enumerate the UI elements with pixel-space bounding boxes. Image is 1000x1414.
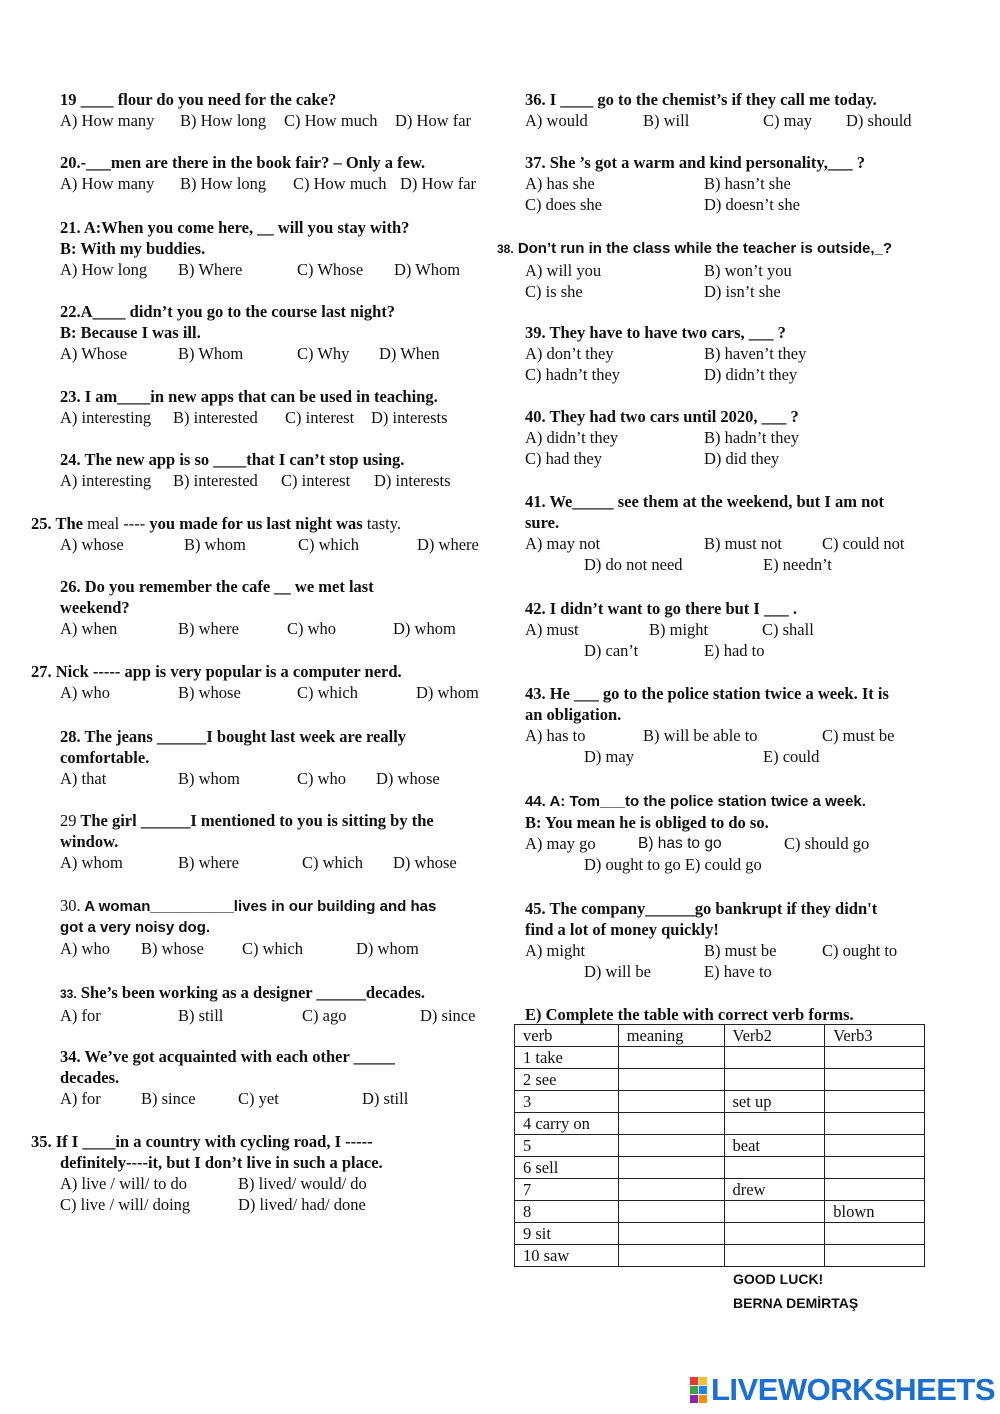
question-23: 23. I am____in new apps that can be used in teaching. A) interesting B) interested C) interest D) interests [60, 387, 448, 427]
option-c[interactable]: C) could not [822, 534, 905, 553]
options [525, 448, 799, 469]
table-row [515, 1157, 925, 1179]
logo-text: LIVEWORKSHEETS [711, 1372, 996, 1407]
options [525, 833, 869, 854]
cell-meaning[interactable] [618, 1113, 724, 1135]
question-21: 21. A:When you come here, __ will you stay with? B: With my buddies. A) How long B) Where C) Whose D) Whom [60, 218, 461, 279]
options [584, 961, 897, 982]
table-row [515, 1135, 925, 1157]
option-b[interactable]: B) whose [141, 939, 204, 958]
option-d[interactable]: D) whom [356, 939, 419, 958]
option-b[interactable]: B) lived/ would/ do [238, 1174, 367, 1193]
option-d[interactable]: D) Whom [394, 260, 461, 279]
option-a[interactable]: A) How many [60, 111, 155, 130]
cell-verb: 6 sell [515, 1157, 619, 1179]
table-row [515, 1113, 925, 1135]
options [60, 682, 479, 703]
table-row [515, 1223, 925, 1245]
header-verb: verb [515, 1025, 619, 1047]
options [584, 640, 814, 661]
option-d[interactable]: D) do not need [584, 555, 683, 574]
cell-verb3[interactable] [825, 1245, 925, 1267]
table-row [515, 1201, 925, 1223]
options [60, 852, 457, 873]
options [60, 618, 456, 639]
logo-tile [699, 1395, 707, 1403]
options [60, 1005, 475, 1026]
options [60, 1088, 408, 1109]
option-a[interactable]: A) interesting [60, 471, 152, 490]
question-40: 40. They had two cars until 2020, ___ ? A) didn’t they B) hadn’t they C) had they D) did they [525, 407, 800, 468]
option-a[interactable]: A) might [525, 941, 586, 960]
option-d[interactable]: D) whom [393, 619, 456, 638]
logo-tile [690, 1377, 698, 1385]
option-d[interactable]: D) since [420, 1006, 476, 1025]
option-a[interactable]: A) live / will/ to do [60, 1174, 187, 1193]
logo-mark-icon [690, 1377, 707, 1403]
cell-verb2[interactable] [724, 1047, 825, 1069]
question-35: 35. If I ____in a country with cycling road, I ----- definitely----it, but I don’t live in such a place. A) live / will/ to do B) lived/ would/ do C) live / will/ doing D) lived/ had/ done [31, 1132, 383, 1214]
option-e[interactable]: E) needn’t [763, 555, 832, 574]
cell-verb3[interactable] [825, 1091, 925, 1113]
option-d[interactable]: D) doesn’t she [704, 195, 800, 214]
options [60, 768, 440, 789]
option-b[interactable]: B) still [178, 1006, 224, 1025]
question-43: 43. He ___ go to the police station twice a week. It is an obligation. A) has to B) will be able to C) must be D) may E) could [525, 684, 895, 766]
options [60, 407, 448, 428]
option-d[interactable]: D) whom [416, 683, 479, 702]
cell-verb3[interactable] [825, 1113, 925, 1135]
option-c[interactable]: C) shall [762, 620, 814, 639]
question-38: 38. Don’t run in the class while the teacher is outside,_? A) will you B) won’t you C) is she D) isn’t she [497, 240, 893, 301]
question-28: 28. The jeans ______I bought last week are really comfortable. A) that B) whom C) who D) whose [60, 727, 440, 788]
options [60, 343, 440, 364]
option-a[interactable]: A) interesting [60, 408, 152, 427]
option-d[interactable]: D) interests [374, 471, 451, 490]
option-a[interactable]: A) who [60, 683, 110, 702]
option-b[interactable]: B) must not [704, 534, 782, 553]
options [525, 343, 806, 364]
verb-forms-table [514, 1024, 925, 1267]
option-a[interactable]: A) Whose [60, 344, 128, 363]
option-a[interactable]: A) would [525, 111, 588, 130]
option-b[interactable]: B) Where [178, 260, 243, 279]
option-b[interactable]: B) will [643, 111, 690, 130]
question-34: 34. We’ve got acquainted with each other _____ decades. A) for B) since C) yet D) still [60, 1047, 409, 1108]
question-26: 26. Do you remember the cafe __ we met last weekend? A) when B) where C) who D) whom [60, 577, 456, 638]
option-b[interactable]: B) whose [178, 683, 241, 702]
options [525, 260, 892, 281]
options [525, 619, 814, 640]
options [584, 554, 905, 575]
option-b[interactable]: B) where [178, 619, 239, 638]
option-a[interactable]: A) may go [525, 834, 596, 853]
options [60, 534, 479, 555]
option-d[interactable]: D) where [417, 535, 479, 554]
header-verb3: Verb3 [825, 1025, 925, 1047]
cell-verb: 2 see [515, 1069, 619, 1091]
options [525, 364, 806, 385]
cell-verb2[interactable] [724, 1113, 825, 1135]
option-d[interactable]: D) whose [376, 769, 440, 788]
cell-verb2: drew [724, 1179, 825, 1201]
option-d[interactable]: D) How far [400, 174, 477, 193]
option-c[interactable]: C) who [287, 619, 337, 638]
option-c[interactable]: C) interest [281, 471, 351, 490]
option-b[interactable]: B) has to go [638, 835, 722, 852]
cell-meaning[interactable] [618, 1201, 724, 1223]
question-20: 20.-___men are there in the book fair? – Only a few. A) How many B) How long C) How much D) How far [60, 153, 477, 193]
options [60, 259, 460, 280]
cell-verb3: blown [825, 1201, 925, 1223]
option-d[interactable]: D) isn’t she [704, 282, 781, 301]
option-a[interactable]: A) must [525, 620, 579, 639]
option-c[interactable]: C) live / will/ doing [60, 1195, 191, 1214]
option-d[interactable]: D) can’t [584, 641, 639, 660]
option-c[interactable]: C) is she [525, 282, 583, 301]
option-b[interactable]: B) must be [704, 941, 777, 960]
option-d[interactable]: D) interests [371, 408, 448, 427]
cell-meaning[interactable] [618, 1179, 724, 1201]
options [584, 854, 869, 875]
table-row [515, 1091, 925, 1113]
option-a[interactable]: A) don’t they [525, 344, 614, 363]
cell-verb2[interactable] [724, 1069, 825, 1091]
option-c[interactable]: C) which [298, 535, 359, 554]
cell-verb[interactable]: 5 [515, 1135, 619, 1157]
option-c[interactable]: C) had they [525, 449, 602, 468]
option-e[interactable]: E) had to [704, 641, 765, 660]
logo-tile [699, 1386, 707, 1394]
option-d[interactable]: D) should [846, 111, 912, 130]
question-22: 22.A____ didn’t you go to the course last night? B: Because I was ill. A) Whose B) Whom C) Why D) When [60, 302, 440, 363]
liveworksheets-logo[interactable] [690, 1372, 995, 1408]
option-c[interactable]: C) must be [822, 726, 895, 745]
options [60, 938, 436, 959]
option-b[interactable]: B) since [141, 1089, 196, 1108]
cell-meaning[interactable] [618, 1047, 724, 1069]
option-b[interactable]: B) might [649, 620, 709, 639]
cell-verb: 9 sit [515, 1223, 619, 1245]
option-a[interactable]: A) when [60, 619, 118, 638]
option-d[interactable]: D) How far [395, 111, 472, 130]
option-c[interactable]: C) Why [297, 344, 350, 363]
option-a[interactable]: A) How long [60, 260, 148, 279]
question-24: 24. The new app is so ____that I can’t stop using. A) interesting B) interested C) interest D) interests [60, 450, 451, 490]
question-42: 42. I didn’t want to go there but I ___ . A) must B) might C) shall D) can’t E) had to [525, 599, 814, 660]
question-25: 25. The meal ---- you made for us last night was tasty. A) whose B) whom C) which D) where [31, 514, 479, 554]
option-c[interactable]: C) ought to [822, 941, 898, 960]
option-d[interactable]: D) When [379, 344, 440, 363]
question-37: 37. She ’s got a warm and kind personality,___ ? A) has she B) hasn’t she C) does she D) doesn’t she [525, 153, 865, 214]
option-b[interactable]: B) hasn’t she [704, 174, 791, 193]
cell-verb3[interactable] [825, 1223, 925, 1245]
question-41: 41. We_____ see them at the weekend, but I am not sure. A) may not B) must not C) could not D) do not need E) needn’t [525, 492, 905, 574]
question-33: 33. She’s been working as a designer ______decades. A) for B) still C) ago D) since [60, 983, 476, 1025]
options [584, 746, 894, 767]
option-d[interactable]: D) whose [393, 853, 457, 872]
options [525, 940, 897, 961]
option-c[interactable]: C) does she [525, 195, 602, 214]
options [60, 110, 471, 131]
options [525, 533, 905, 554]
question-30: 30. A woman__________lives in our building and has got a very noisy dog. A) who B) whose C) which D) whom [60, 896, 437, 958]
option-a[interactable]: A) How many [60, 174, 155, 193]
option-c[interactable]: C) which [302, 853, 363, 872]
option-c[interactable]: C) ago [302, 1006, 347, 1025]
cell-verb3[interactable] [825, 1179, 925, 1201]
good-luck-text: GOOD LUCK! [733, 1271, 824, 1287]
option-a[interactable]: A) has she [525, 174, 595, 193]
question-27: 27. Nick ----- app is very popular is a computer nerd. A) who B) whose C) which D) whom [31, 662, 479, 702]
cell-verb3[interactable] [825, 1157, 925, 1179]
cell-verb2[interactable] [724, 1223, 825, 1245]
option-a[interactable]: A) who [60, 939, 110, 958]
option-c[interactable]: C) interest [285, 408, 355, 427]
question-45: 45. The company______go bankrupt if they didn't find a lot of money quickly! A) might B) must be C) ought to D) will be E) have to [525, 899, 898, 981]
cell-verb[interactable]: 3 [515, 1091, 619, 1113]
options [525, 194, 865, 215]
option-a[interactable]: A) whom [60, 853, 123, 872]
option-b[interactable]: B) How long [180, 174, 267, 193]
question-44: 44. A: Tom___to the police station twice a week. B: You mean he is obliged to do so. A) may go B) has to go C) should go D) ought to go E) could go [525, 793, 870, 874]
table-row [515, 1179, 925, 1201]
option-a[interactable]: A) for [60, 1089, 101, 1108]
option-a[interactable]: A) will you [525, 261, 602, 280]
options [525, 725, 894, 746]
option-a[interactable]: A) may not [525, 534, 601, 553]
option-d[interactable]: D) lived/ had/ done [238, 1195, 366, 1214]
option-b[interactable]: B) will be able to [643, 726, 758, 745]
options [525, 281, 892, 302]
options [525, 427, 799, 448]
question-36: 36. I ____ go to the chemist’s if they call me today. A) would B) will C) may D) should [525, 90, 912, 130]
option-d[interactable]: D) will be [584, 962, 651, 981]
option-a[interactable]: A) didn’t they [525, 428, 619, 447]
option-c[interactable]: C) How much [284, 111, 378, 130]
cell-verb[interactable]: 8 [515, 1201, 619, 1223]
question-19: 19 ____ flour do you need for the cake? A) How many B) How long C) How much D) How far [60, 90, 472, 130]
option-a[interactable]: A) for [60, 1006, 101, 1025]
cell-verb: 1 take [515, 1047, 619, 1069]
option-b[interactable]: B) interested [173, 471, 258, 490]
option-d[interactable]: D) did they [704, 449, 780, 468]
cell-verb3[interactable] [825, 1069, 925, 1091]
options [60, 1194, 383, 1215]
options [60, 470, 451, 491]
option-c[interactable]: C) yet [238, 1089, 279, 1108]
option-c[interactable]: C) who [297, 769, 347, 788]
cell-meaning[interactable] [618, 1069, 724, 1091]
option-d[interactable]: D) still [362, 1089, 409, 1108]
cell-verb2: set up [724, 1091, 825, 1113]
option-a[interactable]: A) whose [60, 535, 124, 554]
table-row [515, 1245, 925, 1267]
cell-verb2: beat [724, 1135, 825, 1157]
option-a[interactable]: A) that [60, 769, 107, 788]
options [60, 173, 476, 194]
option-c[interactable]: C) hadn’t they [525, 365, 621, 384]
cell-meaning[interactable] [618, 1135, 724, 1157]
cell-meaning[interactable] [618, 1091, 724, 1113]
cell-verb[interactable]: 7 [515, 1179, 619, 1201]
option-c[interactable]: C) should go [784, 834, 870, 853]
options [525, 173, 865, 194]
cell-meaning[interactable] [618, 1157, 724, 1179]
option-b[interactable]: B) whom [178, 769, 240, 788]
table-header-row [515, 1025, 925, 1047]
question-29: 29 The girl ______I mentioned to you is sitting by the window. A) whom B) where C) which D) whose [60, 811, 457, 872]
option-b[interactable]: B) hadn’t they [704, 428, 800, 447]
options [60, 1173, 383, 1194]
option-b[interactable]: B) haven’t they [704, 344, 807, 363]
option-b[interactable]: B) interested [173, 408, 258, 427]
option-b[interactable]: B) won’t you [704, 261, 792, 280]
cell-verb3[interactable] [825, 1135, 925, 1157]
header-verb2: Verb2 [724, 1025, 825, 1047]
cell-verb2[interactable] [724, 1245, 825, 1267]
option-d[interactable]: D) didn’t they [704, 365, 798, 384]
option-c[interactable]: C) which [242, 939, 303, 958]
option-b[interactable]: B) Whom [178, 344, 244, 363]
table-row [515, 1069, 925, 1091]
logo-tile [690, 1395, 698, 1403]
cell-verb2[interactable] [724, 1201, 825, 1223]
option-c[interactable]: C) which [297, 683, 358, 702]
table-title: E) Complete the table with correct verb forms. [525, 1005, 854, 1024]
option-c[interactable]: C) How much [293, 174, 387, 193]
option-a[interactable]: A) has to [525, 726, 586, 745]
cell-verb3[interactable] [825, 1047, 925, 1069]
logo-tile [690, 1386, 698, 1394]
option-e[interactable]: E) could [763, 747, 820, 766]
table-row [515, 1047, 925, 1069]
option-c[interactable]: C) Whose [297, 260, 364, 279]
author-name: BERNA DEMİRTAŞ [733, 1295, 859, 1311]
option-b[interactable]: B) whom [184, 535, 246, 554]
options [525, 110, 912, 131]
logo-tile [699, 1377, 707, 1385]
cell-meaning[interactable] [618, 1223, 724, 1245]
option-e[interactable]: E) have to [704, 962, 772, 981]
cell-verb: 10 saw [515, 1245, 619, 1267]
question-39: 39. They have to have two cars, ___ ? A) don’t they B) haven’t they C) hadn’t they D) didn’t they [525, 323, 807, 384]
option-d-e[interactable]: D) ought to go E) could go [584, 855, 762, 874]
cell-verb: 4 carry on [515, 1113, 619, 1135]
option-d[interactable]: D) may [584, 747, 634, 766]
cell-verb2[interactable] [724, 1157, 825, 1179]
cell-meaning[interactable] [618, 1245, 724, 1267]
header-meaning: meaning [618, 1025, 724, 1047]
option-b[interactable]: B) How long [180, 111, 267, 130]
option-b[interactable]: B) where [178, 853, 239, 872]
option-c[interactable]: C) may [763, 111, 813, 130]
